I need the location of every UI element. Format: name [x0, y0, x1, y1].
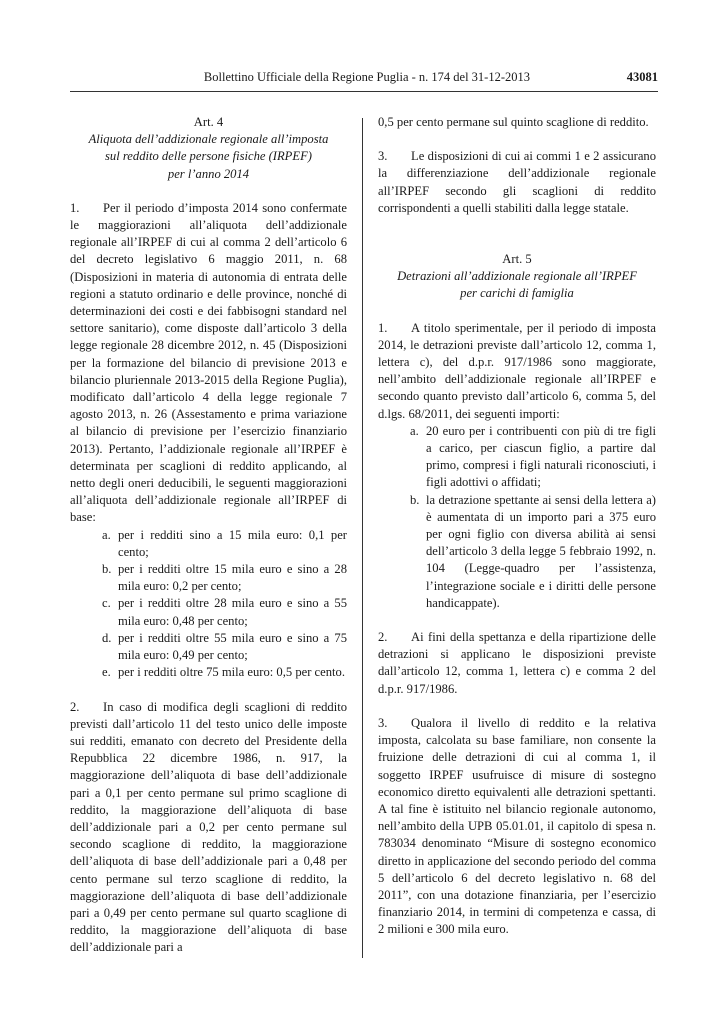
list-item — [70, 630, 347, 664]
article-4-subtitle-line: sul reddito delle persone fisiche (IRPEF) — [105, 149, 312, 164]
page-number: 43081 — [626, 70, 658, 84]
header-rule — [70, 91, 658, 92]
paragraph-text: Le disposizioni di cui ai commi 1 e 2 assicurano la differenziazione dell’addizionale regionale all’IRPEF secondo gli scaglioni di reddito corrispondenti a quelli stabiliti dalla legge statale. — [378, 149, 656, 215]
list-item — [70, 664, 347, 681]
paragraph-number: 3. — [378, 715, 388, 730]
paragraph-number: 2. — [378, 630, 388, 645]
list-item-text: per i redditi oltre 55 mila euro e sino a 75 mila euro: 0,49 per cento; — [118, 630, 347, 663]
list-item-text: 20 euro per i contribuenti con più di tre figli a carico, per ciascun figlio, a partire dal primo, compresi i figli naturali riconosciuti, i figli adottivi o affidati; — [426, 423, 656, 490]
paragraph-number: 1. — [378, 320, 388, 335]
list-item-text: la detrazione spettante ai sensi della lettera a) è aumentata di un importo pari a 375 euro per ogni figlio con diversa abilità ai sensi dell’articolo 3 della legge 5 febbraio 1992, n. 104 (Legge-quadro per l’assistenza, l’integrazione sociale e i diritti delle persone handicappate). — [426, 492, 656, 610]
article-4-heading: Art. 4 — [193, 115, 224, 129]
list-item — [70, 527, 347, 561]
paragraph-number: 2. — [70, 699, 80, 714]
article-5-heading: Art. 5 — [502, 252, 532, 267]
article-5-subtitle-line: per carichi di famiglia — [460, 286, 574, 301]
list-item-label: d. — [102, 630, 112, 645]
article-4-paragraph-1 — [70, 200, 347, 527]
article-5-subtitle-line: Detrazioni all’addizionale regionale all’IRPEF — [397, 269, 637, 284]
bulletin-title: Bollettino Ufficiale della Regione Puglia - n. 174 del 31-12-2013 — [203, 70, 530, 84]
article-4-subtitle-line: per l’anno 2014 — [167, 166, 250, 181]
list-item-text: per i redditi oltre 15 mila euro e sino a 28 mila euro: 0,2 per cento; — [118, 562, 347, 594]
column-divider — [362, 118, 363, 958]
list-item — [70, 595, 347, 629]
list-item-text: per i redditi oltre 28 mila euro e sino a 55 mila euro: 0,48 per cento; — [118, 596, 347, 628]
left-column — [70, 114, 347, 957]
article-4-subtitle-line: Aliquota dell’addizionale regionale all’imposta — [88, 132, 329, 147]
article-4-rate-list — [70, 527, 347, 682]
paragraph-text: In caso di modifica degli scaglioni di reddito previsti dall’articolo 11 del testo unico delle imposte sui redditi, emanato con decreto del Presidente della Repubblica 22 dicembre 1986, n. 917, la maggiorazione dell’aliquota di base dell’addizionale pari a 0,1 per cento permane sul primo scaglione di reddito, la maggiorazione dell’aliquota di base dell’addizionale pari a 0,2 per cento permane sul secondo scaglione di reddito, la maggiorazione dell’aliquota di base dell’addizionale pari a 0,48 per cento permane sul terzo scaglione di reddito, la maggiorazione dell’aliquota di base dell’addizionale pari a 0,49 per cento permane sul quarto scaglione di reddito, la maggiorazione dell’aliquota di base dell’addizionale pari a — [70, 699, 347, 955]
article-5-paragraph-1 — [378, 320, 656, 423]
paragraph-text: Qualora il livello di reddito e la relativa imposta, calcolata su base familiare, non consente la fruizione delle detrazioni di cui al comma 1, il soggetto IRPEF usufruisce di misure di sostegno economico diretto equivalenti alle detrazioni spettanti. A tal fine è istituito nel bilancio regionale autonomo, nell’ambito della UPB 05.01.01, il capitolo di spesa n. 783034 denominato “Misure di sostegno economico diretto in applicazione del secondo periodo del comma 5 dell’articolo 6 del decreto legislativo n. 68 del 2011”, con una dotazione finanziaria, per l’esercizio finanziario 2014, in termini di competenza e cassa, di 2 milioni e 300 mila euro. — [378, 715, 656, 937]
article-4-paragraph-2-continued: 0,5 per cento permane sul quinto scaglione di reddito. — [378, 115, 649, 129]
list-item-label: c. — [102, 596, 111, 611]
page-header — [70, 70, 658, 90]
article-4-paragraph-3 — [378, 148, 656, 217]
article-5-paragraph-3 — [378, 715, 656, 939]
list-item — [378, 423, 656, 492]
list-item-label: b. — [410, 492, 420, 507]
list-item-text: per i redditi sino a 15 mila euro: 0,1 per cento; — [118, 527, 347, 559]
list-item-label: e. — [102, 665, 111, 680]
paragraph-text: A titolo sperimentale, per il periodo di imposta 2014, le detrazioni previste dall’articolo 12, comma 1, lettera c), del d.p.r. 917/1986 sono maggiorate, nell’ambito dell’addizionale regionale all’IRPEF e secondo quanto previsto dall’articolo 6, comma 5, del d.lgs. 68/2011, dei seguenti importi: — [378, 320, 656, 421]
article-5-paragraph-2 — [378, 629, 656, 698]
right-column — [378, 114, 656, 939]
list-item-label: b. — [102, 562, 112, 577]
paragraph-text: Ai fini della spettanza e della ripartizione delle detrazioni si applicano le disposizioni previste dall’articolo 12, comma 1, lettera c) e comma 2 del d.p.r. 917/1986. — [378, 630, 656, 696]
article-5-deduction-list — [378, 423, 656, 612]
list-item-text: per i redditi oltre 75 mila euro: 0,5 per cento. — [118, 665, 345, 680]
list-item — [378, 492, 656, 612]
list-item-label: a. — [410, 423, 419, 438]
list-item — [70, 561, 347, 595]
list-item-label: a. — [102, 527, 111, 542]
paragraph-text: Per il periodo d’imposta 2014 sono confermate le maggiorazioni all’aliquota dell’addizionale regionale all’IRPEF di cui al comma 2 dell’articolo 6 del decreto legislativo 6 maggio 2011, n. 68 (Disposizioni in materia di autonomia di entrata delle regioni a statuto ordinario e delle province, nonché di determinazioni dei costi e dei fabbisogni standard nel settore sanitario), come disposte dall’articolo 3 della legge regionale 28 dicembre 2012, n. 45 (Disposizioni per la formazione del bilancio di previsione 2013 e bilancio pluriennale 2013-2015 della Regione Puglia), modificato dall’articolo 4 della legge regionale 7 agosto 2013, n. 26 (Assestamento e prima variazione al bilancio di previsione per l’esercizio finanziario 2013). Pertanto, l’addizionale regionale all’IRPEF è determinata per scaglioni di reddito applicando, al netto degli oneri deducibili, le seguenti maggiorazioni all’aliquota dell’addizionale regionale all’IRPEF di base: — [70, 200, 347, 525]
paragraph-number: 1. — [70, 200, 80, 215]
paragraph-number: 3. — [378, 149, 388, 164]
article-4-paragraph-2 — [70, 699, 347, 957]
